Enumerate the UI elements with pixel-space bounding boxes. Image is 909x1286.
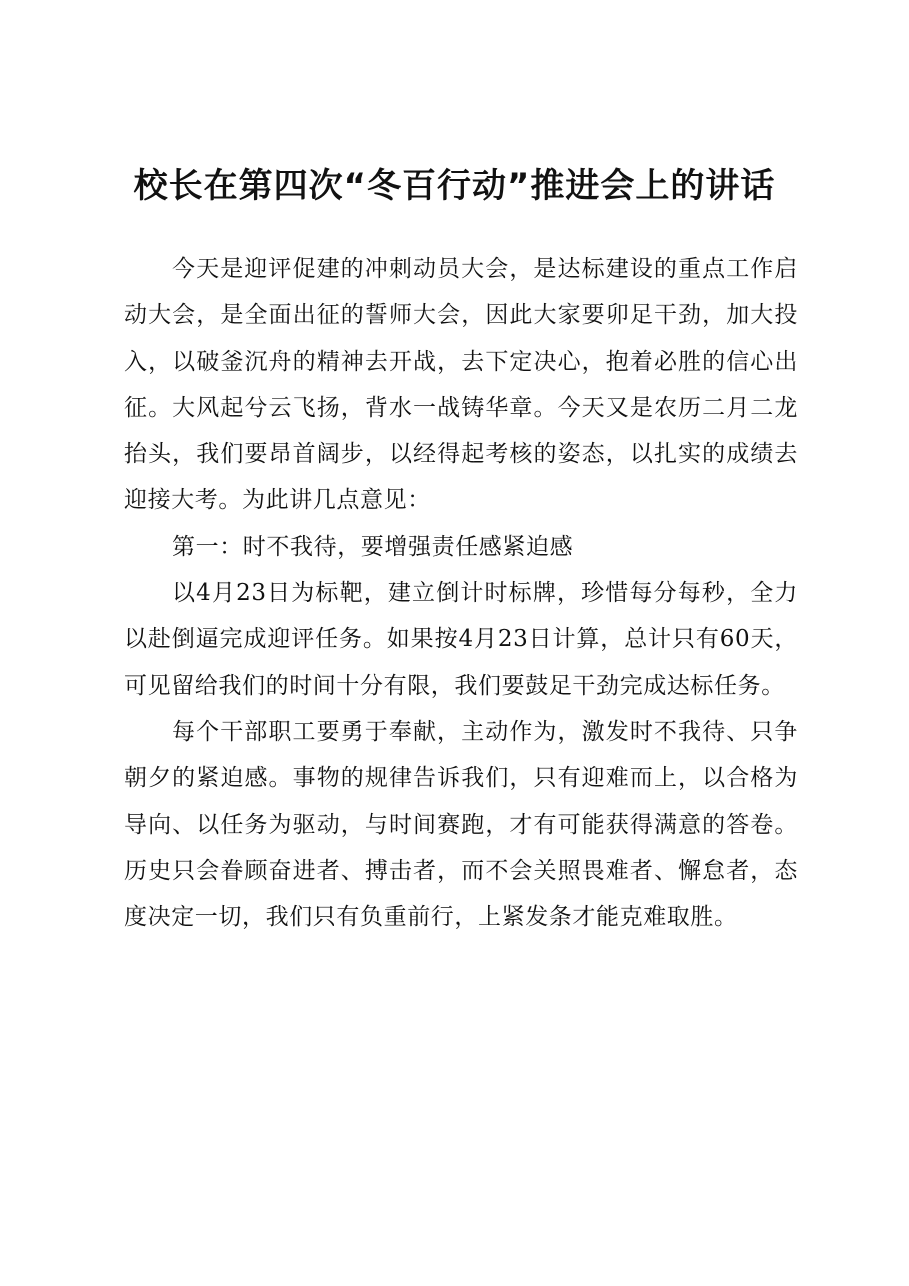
- section-heading-1: 第一：时不我待，要增强责任感紧迫感: [172, 533, 574, 560]
- document-body: [124, 246, 798, 940]
- paragraph-deadline: 以4月23日为标靶，建立倒计时标牌，珍惜每分每秒，全力以赴倒逼完成迎评任务。如果按4月23日计算，总计只有60天，可见留给我们的时间十分有限，我们要鼓足干劲完成达标任务。: [124, 580, 798, 699]
- paragraph-intro: 今天是迎评促建的冲刺动员大会，是达标建设的重点工作启动大会，是全面出征的誓师大会，因此大家要卯足干劲，加大投入，以破釜沉舟的精神去开战，去下定决心，抱着必胜的信心出征。大风起兮云飞扬，背水一战铸华章。今天又是农历二月二龙抬头，我们要昂首阔步，以经得起考核的姿态，以扎实的成绩去迎接大考。为此讲几点意见：: [124, 256, 798, 514]
- document-title: 校长在第四次“冬百行动”推进会上的讲话: [133, 166, 776, 206]
- paragraph-urgency: 每个干部职工要勇于奉献，主动作为，激发时不我待、只争朝夕的紧迫感。事物的规律告诉我们，只有迎难而上，以合格为导向、以任务为驱动，与时间赛跑，才有可能获得满意的答卷。历史只会眷顾奋进者、搏击者，而不会关照畏难者、懈怠者，态度决定一切，我们只有负重前行，上紧发条才能克难取胜。: [124, 718, 798, 931]
